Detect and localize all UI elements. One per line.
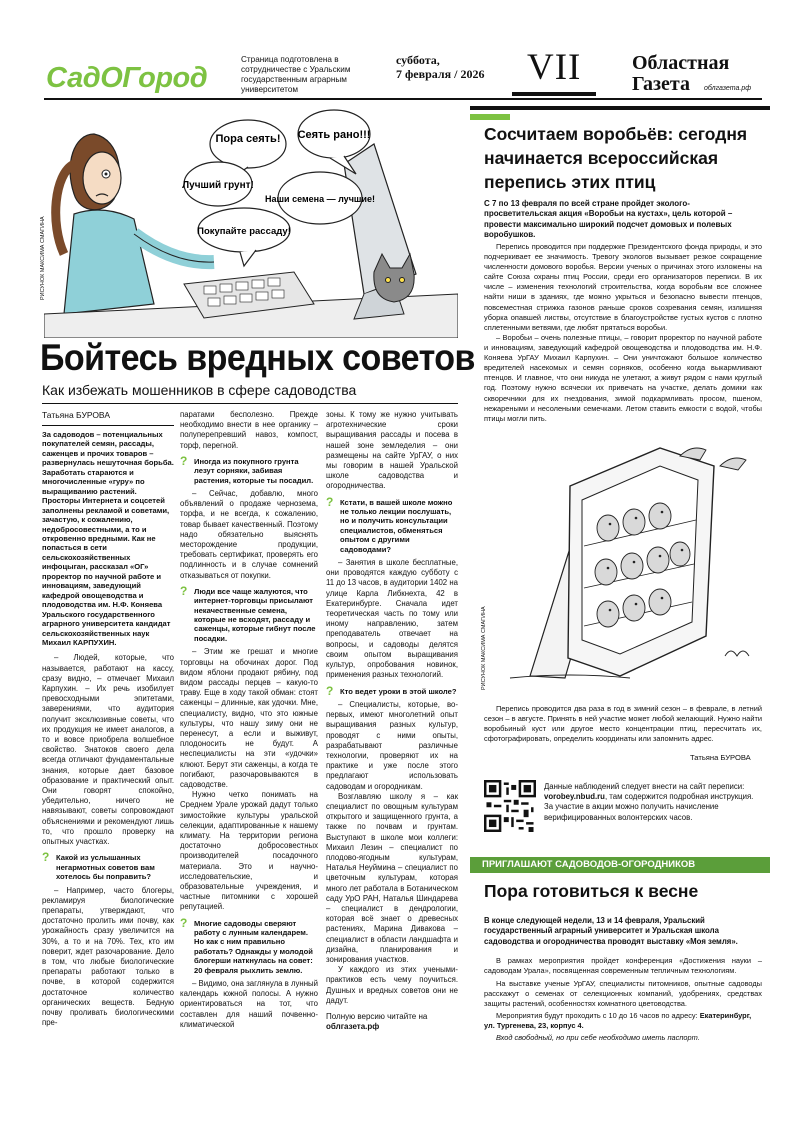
- full-version-link[interactable]: Полную версию читайте на облгазета.рф: [326, 1012, 428, 1031]
- question-6: ? Кто ведет уроки в этой школе?: [326, 683, 457, 698]
- col2-paragraph-3: – Этим же грешат и многие торговцы на обочинах дорог. Под видом яблони продают рябину, под видом рассады перцев – какую-то траву. Еще в ходу такой обман: стоят саженцы – длинные, как удочки. Мне, специалисту, видно, что это южные культуры, что нашу зиму они не перенесут, а если и выживут, плодоносить не будут. А неспециалисты на эти «удочки» клюют. Берут эти саженцы, а когда те погибают, разочаровываются в садоводстве.: [180, 647, 318, 789]
- col3-paragraph-5: У каждого из этих учеными-практиков есть чему поучиться. Душных и вредных советов они не дадут.: [326, 965, 458, 1005]
- col1-paragraph-1: – Людей, которые, что называется, работают на кассу, сразу видно, – отмечает Михаил Карпухин. – Их речь изобилует превосходными эпитетами, заверениями, что аудитория получит эксклюзивные советы, что их продукция не имеет аналогов, а то и вовсе приобрела волшебное свойство. Знатоков своего дела всегда отличают фундаментальные знания, которые дает базовое образование и практический опыт. Они говорят спокойно, убедительно, ничего не навязывают, советы сопровождают объяснениями и рекомендуют лишь то, что прошло проверку на опытных участках.: [42, 653, 174, 847]
- sparrow-top-accent: [470, 114, 510, 120]
- bubble-text-2: Сеять рано!!!: [297, 129, 371, 141]
- question-mark-icon: ?: [326, 683, 334, 698]
- header-rule-accent: [512, 92, 596, 96]
- question-mark-icon: ?: [180, 583, 188, 598]
- masthead-logo: [46, 58, 236, 102]
- col2-paragraph-1: паратами бесполезно. Прежде необходимо внести в нее органику – полуперепревший навоз, компост, торф, перегной.: [180, 410, 318, 450]
- qr-code-icon[interactable]: [484, 780, 536, 832]
- cartoon-credit: РИСУНОК МАКСИМА СМАГИНА: [40, 216, 46, 300]
- logo-text: СадОГород: [46, 62, 208, 94]
- question-2: ? Иногда из покупного грунта лезут сорняки, забивая растения, которые ты посадил.: [180, 453, 314, 485]
- woman-shirt: [64, 210, 154, 314]
- event-address: Екатеринбург, ул. Тургенева, 23, корпус 4.: [484, 1011, 752, 1031]
- invite-lead: В конце следующей недели, 13 и 14 февраля, Уральский государственный аграрный университет и Уральская школа садоводства и огородничества проводят выставку «Моя земля».: [484, 916, 738, 946]
- question-mark-icon: ?: [180, 453, 188, 468]
- newspaper-name-line1: Областная: [632, 52, 730, 74]
- bubble-text-4: Наши семена — лучшие!: [265, 194, 375, 204]
- article-column-3: [326, 410, 458, 1032]
- birdhouse-credit: РИСУНОК МАКСИМА СМАГИНА: [481, 606, 487, 690]
- col3-paragraph-3: – Специалисты, которые, во-первых, имеют многолетний опыт выращивания разных культур, проводят с ними опыты, разрабатывают различные технологии, проверяют их на практике и уже после этого предлагают использовать садоводам и огородникам.: [326, 699, 458, 791]
- cartoon-illustration: [44, 104, 458, 338]
- sparrow-paragraph-1: Перепись проводится при поддержке Президентского фонда природы, и это подчеркивает ее значимость. Тревогу экологов вызывает резкое сокращение численности домового воробья. Версии ученых о причинах этого изложены на сайте Союза охраны птиц России, среди его организаторов переписи. В их числе – изменения технологий строительства, когда воробьям все сложнее найти ниши в зданиях, где можно укрыться и безопасно вывести птенцов, повсеместная стрижка газонов раньше сроков созревания семян, излишняя уборка опавшей листвы, отсутствие в благоустройстве густых кустов с плотно сплетенными ветвями, где любят прятаться воробьи.: [484, 242, 762, 332]
- invite-paragraph-1: В рамках мероприятия пройдет конференция «Достижения науки – садоводам Урала», посвященная современным тепличным технологиям.: [484, 956, 762, 976]
- invite-banner: ПРИГЛАШАЮТ САДОВОДОВ-ОГОРОДНИКОВ: [470, 857, 770, 873]
- birdhouse-illustration: [470, 426, 770, 696]
- bubble-text-5: Покупайте рассаду!: [197, 226, 291, 237]
- bubble-3: [182, 162, 254, 206]
- issue-date: [396, 53, 508, 81]
- question-3: ? Люди все чаще жалуются, что интернет-торговцы присылают некачественные семена, которые не всходят, рассаду и саженцы, которые гибнут после посадки.: [180, 583, 316, 643]
- question-mark-icon: ?: [326, 494, 334, 509]
- woman-face: [83, 152, 121, 204]
- main-article-subtitle: Как избежать мошенников в сфере садоводства: [42, 382, 357, 398]
- census-site-link[interactable]: vorobey.nbud.ru: [544, 792, 605, 802]
- invite-article-title: Пора готовиться к весне: [484, 881, 699, 901]
- artist-signature: [725, 651, 749, 656]
- question-1: ? Какой из услышанных негармотных советов вам хотелось бы поправить?: [42, 850, 155, 882]
- article-column-1: [42, 409, 174, 1028]
- header-rule: [44, 98, 762, 100]
- bubble-text-1: Пора сеять!: [215, 133, 281, 145]
- sparrow-top-bar: [470, 106, 770, 110]
- question-5: ? Кстати, в вашей школе можно не только лекции послушать, но и получить консультации специалистов, обменяться опытом с другими садоводами?: [326, 494, 453, 554]
- sparrow-article-title: Сосчитаем воробьёв: сегодня начинается всероссийская перепись этих птиц: [484, 124, 748, 192]
- subtitle-rule: [42, 403, 458, 404]
- article-column-2: [180, 410, 318, 1030]
- page-number: VII: [527, 47, 582, 88]
- sparrow-author: Татьяна БУРОВА: [690, 753, 751, 762]
- col2-paragraph-4: Нужно четко понимать на Среднем Урале урожай дадут только зимостойкие культуры уральской селекции, адаптированные к нашему климату. На территории региона достаточно добросовестных производителей посадочного материала. Это и научно-исследовательские, и образовательные учреждения, и частные питомники с хорошей репутацией.: [180, 790, 318, 912]
- invite-paragraph-4: Вход свободный, но при себе необходимо иметь паспорт.: [496, 1033, 700, 1042]
- partner-note: Страница подготовлена в сотрудничестве с Уральским государственным аграрным университетом: [241, 55, 351, 94]
- col2-paragraph-5: – Видимо, она заглянула в лунный календарь южной полосы. А нужно ориентироваться на тот, что составлен для наший почвенно-климатической: [180, 979, 318, 1029]
- main-article-lead: За садоводов – потенциальных покупателей семян, рассады, саженцев и прочих товаров – развернулась нешуточная борьба. Заработать стараются и многочисленные «гуру» по выращиванию растений. Просторы Интернета и соцсетей заполнены рекламой и советами, зачастую, к сожалению, недобросовестными, а то и откровенно вредными. Как не попасться в сети сельскохозяйственных инфоцыган, рассказал «ОГ» проректор по научной работе и инновациям, заведующий кафедрой овощеводства и плодоводства им. Н.Ф. Коняева Уральского государственного аграрного университета кандидат сельскохозяйственных наук Михаил КАРПУХИН.: [42, 430, 174, 647]
- question-mark-icon: ?: [42, 850, 50, 865]
- newspaper-name-line2: Газета: [632, 73, 690, 95]
- qr-description: Данные наблюдений следует внести на сайт переписи: vorobey.nbud.ru, там содержится подробная инструкция. За участие в акции можно получить начисление верифицированных волонтерских часов.: [544, 782, 754, 822]
- bubble-text-3: Лучший грунт!: [182, 180, 254, 191]
- question-4: ? Многие садоводы сверяют работу с лунным календарем. Но как с ним правильно работать? Однажды у молодой блогерши наткнулась на совет: 20 февраля рыхлить землю.: [180, 915, 313, 975]
- main-article-author: Татьяна БУРОВА: [42, 410, 110, 420]
- invite-paragraph-2: На выставке ученые УрГАУ, специалисты питомников, опытные садоводы расскажут о семенах от селекционных компаний, удобрениях, средствах защиты растений, особенностях комнатного цветоводства.: [484, 979, 762, 1009]
- col3-paragraph-1: зоны. К тому же нужно учитывать агротехнические сроки выращивания рассады и посева в нашей зоне земледелия – они размещены на сайте УрГАУ, о них мы говорим в нашей Уральской школе садоводства и огородничества.: [326, 410, 458, 491]
- col3-paragraph-4: Возглавляю школу я – как специалист по овощным культурам открытого и защищенного грунта, а также по почвам и грунтам. Выступают в школе мои коллеги: Михаил Лезин – специалист по плодово-ягодным культурам, Наталья Неуймина – специалист по цветочным культурам, которая много лет работала в Ботаническом саду УрО РАН, Наталья Шиндарева – специалист в дендрологии, которая всё знает о древесных растениях, Марина Дивакова – специалист в области ландшафта и дизайна, планирования и зонирования участков.: [326, 791, 458, 964]
- main-article-title: Бойтесь вредных советов: [40, 337, 475, 378]
- issue-day: суббота,: [396, 53, 440, 67]
- sparrow-lead: С 7 по 13 февраля по всей стране пройдет эколого-просветительская акция «Воробьи на кустах», цель которой – провести максимально широкий подсчет домовых и полевых воробушков.: [484, 199, 733, 240]
- newspaper-site: облгазета.рф: [704, 85, 752, 92]
- col1-paragraph-2: – Например, часто блогеры, рекламируя биологические препараты, утверждают, что достаточно пролить ими почву, как урожайность сразу увеличится на 30%, а то и на 70%. Тех, кто им поверит, ждет разочарование. Дело в том, что любые биологические препараты работают только в почве, в которой содержится достаточное количество органических веществ. Бедную почву проливать биологическими пре-: [42, 885, 174, 1028]
- col3-paragraph-2: – Занятия в школе бесплатные, они проводятся каждую субботу с 11 до 13 часов, в аудитории 1402 на улице Карла Либкнехта, 42 в Екатеринбурге. Сначала идет теоретическая часть по тому или иному направлению, затем преподаватель отвечает на вопросы, и садоводы делятся своим опытом выращивания культур, опробования новинок, применения разных технологий.: [326, 558, 458, 680]
- col2-paragraph-2: – Сейчас, добавлю, много объявлений о продаже чернозема, торфа, и не всегда, к сожалению, товар бывает качественный. Поэтому надо обязательно выяснять месторождение продукции, требовать сертификат, проверять его подлинность и в случае сомнений отказываться от покупки.: [180, 489, 318, 580]
- sparrow-paragraph-3: Перепись проводится два раза в год в зимний сезон – в феврале, в летний сезон – в августе. Принять в ней участие может любой желающий. Нужно найти воробьиный куст или другое место концентрации птиц, пересчитать их, сфотографировать, определить координаты или запомнить адрес.: [484, 704, 762, 744]
- sparrow-paragraph-2: – Воробьи – очень полезные птицы, – говорит проректор по научной работе и инновациям, заведующий кафедрой овощеводства и плодоводства им. Н.Ф. Коняева УрГАУ Михаил Карпухин. – Они уничтожают большое количество вредителей насекомых и семян сорняков, особенно когда выкармливают птенцов. И главное, что они никуда не улетают, а живут рядом с нами круглый год. Поэтому нужно всячески их привечать на участке, делать домики как скворечники для их гнездования, зимой подкармливать просом, пшеном, нежареными и несолеными семечками. Летом ставить емкости с водой, чтобы птицы могли пить.: [484, 333, 762, 423]
- issue-date-value: 7 февраля / 2026: [396, 67, 485, 81]
- question-mark-icon: ?: [180, 915, 188, 930]
- invite-paragraph-3: Мероприятия будут проходить с 10 до 16 часов по адресу: Екатеринбург, ул. Тургенева, 23, корпус 4.: [484, 1011, 752, 1031]
